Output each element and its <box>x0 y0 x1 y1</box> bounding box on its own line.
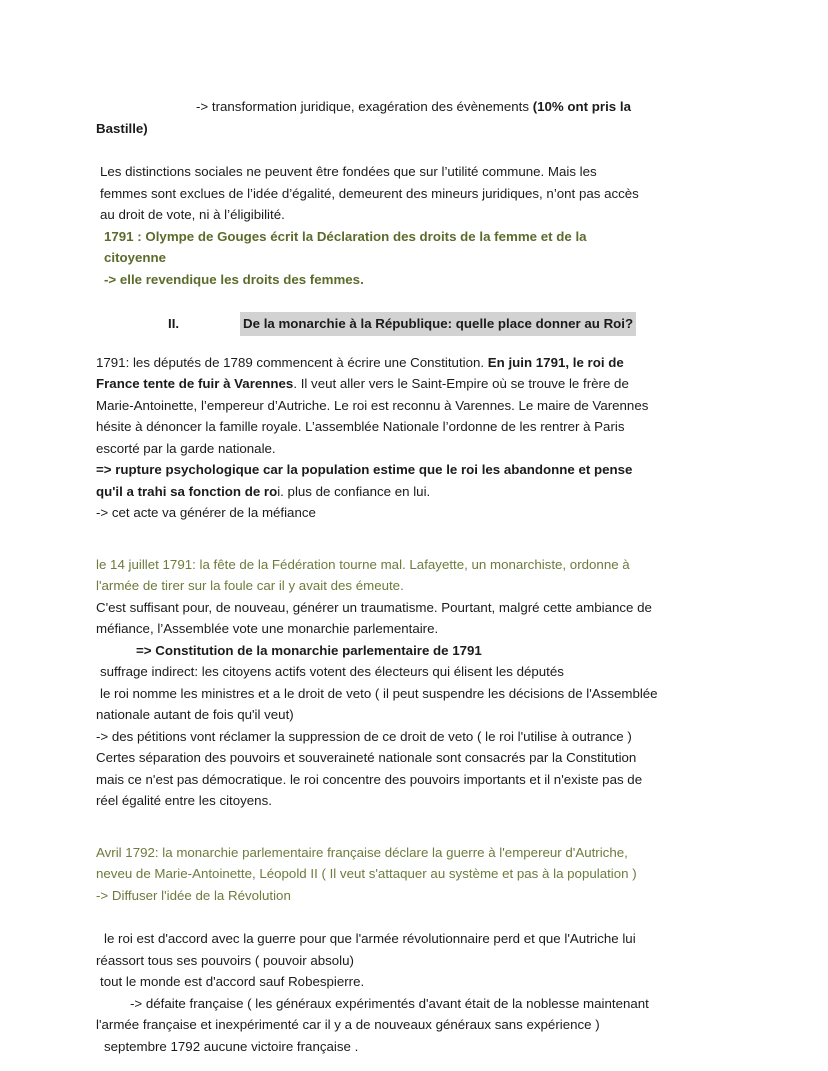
varennes-line-5: escorté par la garde nationale. <box>96 440 276 456</box>
spacer <box>96 336 732 352</box>
spacer <box>96 290 732 312</box>
varennes-line-1 <box>96 352 732 374</box>
suffrage-line-5: Certes séparation des pouvoirs et souveraineté nationale sont consacrés par la Constitution <box>96 750 637 765</box>
olympe-line-1: 1791 : Olympe de Gouges écrit la Déclaration des droits de la femme et de la <box>104 228 587 244</box>
traumatisme-line-2: méfiance, l’Assemblée vote une monarchie parlementaire. <box>96 621 439 636</box>
spacer <box>96 524 732 554</box>
spacer <box>96 812 732 842</box>
varennes-line-2 <box>96 373 732 395</box>
olympe-line-2: citoyenne <box>104 250 167 265</box>
guerre-line-4: -> défaite française ( les généraux expérimentés d'avant était de la noblesse maintenant <box>130 995 649 1011</box>
suffrage-line-2: le roi nomme les ministres et a le droit de veto ( il peut suspendre les décisions de l'Assemblée <box>100 685 658 701</box>
suffrage-line-6: mais ce n'est pas démocratique. le roi concentre des pouvoirs importants et il n'existe pas de <box>96 771 643 787</box>
paragraph-guerre <box>96 928 732 1057</box>
guerre-line-2: réassort tous ses pouvoirs ( pouvoir absolu) <box>96 952 354 968</box>
section-heading-2 <box>96 312 732 336</box>
note-avril-1792 <box>96 842 732 907</box>
guerre-line-6: septembre 1792 aucune victoire française . <box>104 1038 359 1054</box>
avril-line-1: Avril 1792: la monarchie parlementaire française déclare la guerre à l'empereur d'Autriche, <box>96 844 628 860</box>
olympe-line-3: -> elle revendique les droits des femmes. <box>104 271 364 287</box>
suffrage-line-3: nationale autant de fois qu'il veut) <box>96 707 294 722</box>
suffrage-line-1: suffrage indirect: les citoyens actifs votent des électeurs qui élisent les députés <box>100 664 564 679</box>
avril-line-3: -> Diffuser l'idée de la Révolution <box>96 887 291 903</box>
federation-line-2: l'armée de tirer sur la foule car il y avait des émeute. <box>96 578 404 593</box>
guerre-line-1: le roi est d'accord avec la guerre pour que l'armée révolutionnaire perd et que l'Autriche lui <box>104 931 636 946</box>
transformation-line-1 <box>96 96 732 118</box>
avril-line-2: neveu de Marie-Antoinette, Léopold II ( Il veut s'attaquer au système et pas à la population ) <box>96 866 637 881</box>
guerre-line-5: l'armée française et inexpérimenté car il y a de nouveaux généraux sans expérience ) <box>96 1017 600 1032</box>
note-fete-federation <box>96 554 732 597</box>
rupture-line-3: -> cet acte va générer de la méfiance <box>96 505 316 520</box>
paragraph-distinctions <box>96 161 732 226</box>
suffrage-line-4: -> des pétitions vont réclamer la suppression de ce droit de veto ( le roi l'utilise à outrance ) <box>96 728 632 744</box>
transformation-line-1-bold: (10% ont pris la <box>532 99 631 114</box>
varennes-line-1-plain: 1791: les députés de 1789 commencent à écrire une Constitution. <box>96 354 488 370</box>
document-body <box>96 96 732 1057</box>
heading-number: II. <box>168 316 180 331</box>
varennes-line-4: hésite à dénoncer la famille royale. L’assemblée Nationale l’ordonne de les rentrer à Paris <box>96 419 625 434</box>
paragraph-rupture <box>96 459 732 524</box>
note-olympe-de-gouges <box>96 226 732 291</box>
paragraph-traumatisme <box>96 597 732 640</box>
subheading-constitution: => Constitution de la monarchie parlementaire de 1791 <box>136 642 482 658</box>
varennes-line-3: Marie-Antoinette, l’empereur d’Autriche. Le roi est reconnu à Varennes. Le maire de Varennes <box>96 397 649 413</box>
distinctions-line-2: femmes sont exclues de l’idée d’égalité, demeurent des mineurs juridiques, n’ont pas accès <box>100 185 639 201</box>
guerre-line-3: tout le monde est d'accord sauf Robespierre. <box>100 974 365 989</box>
federation-line-1: le 14 juillet 1791: la fête de la Fédération tourne mal. Lafayette, un monarchiste, ordonne à <box>96 556 630 572</box>
transformation-line-2: Bastille) <box>96 120 148 136</box>
rupture-line-2-plain: i. plus de confiance en lui. <box>277 483 431 499</box>
spacer <box>96 906 732 928</box>
paragraph-varennes <box>96 352 732 460</box>
distinctions-line-1: Les distinctions sociales ne peuvent être fondées que sur l’utilité commune. Mais les <box>100 164 597 179</box>
varennes-line-2-bold: France tente de fuir à Varennes <box>96 376 294 391</box>
paragraph-suffrage <box>96 661 732 812</box>
spacer <box>96 139 732 161</box>
rupture-line-2-bold: qu'il a trahi sa fonction de ro <box>96 483 278 499</box>
paragraph-transformation <box>96 96 732 139</box>
distinctions-line-3: au droit de vote, ni à l’éligibilité. <box>100 207 285 222</box>
transformation-line-1-plain: -> transformation juridique, exagération des évènements <box>196 99 533 114</box>
suffrage-line-7: réel égalité entre les citoyens. <box>96 793 272 808</box>
rupture-line-1: => rupture psychologique car la population estime que le roi les abandonne et pense <box>96 462 633 477</box>
varennes-line-2-plain: . Il veut aller vers le Saint-Empire où se trouve le frère de <box>293 376 629 391</box>
traumatisme-line-1: C'est suffisant pour, de nouveau, générer un traumatisme. Pourtant, malgré cette ambiance de <box>96 599 652 615</box>
heading-title: De la monarchie à la République: quelle place donner au Roi? <box>240 312 636 336</box>
rupture-line-2 <box>96 481 732 503</box>
varennes-line-1-bold: En juin 1791, le roi de <box>487 354 624 370</box>
